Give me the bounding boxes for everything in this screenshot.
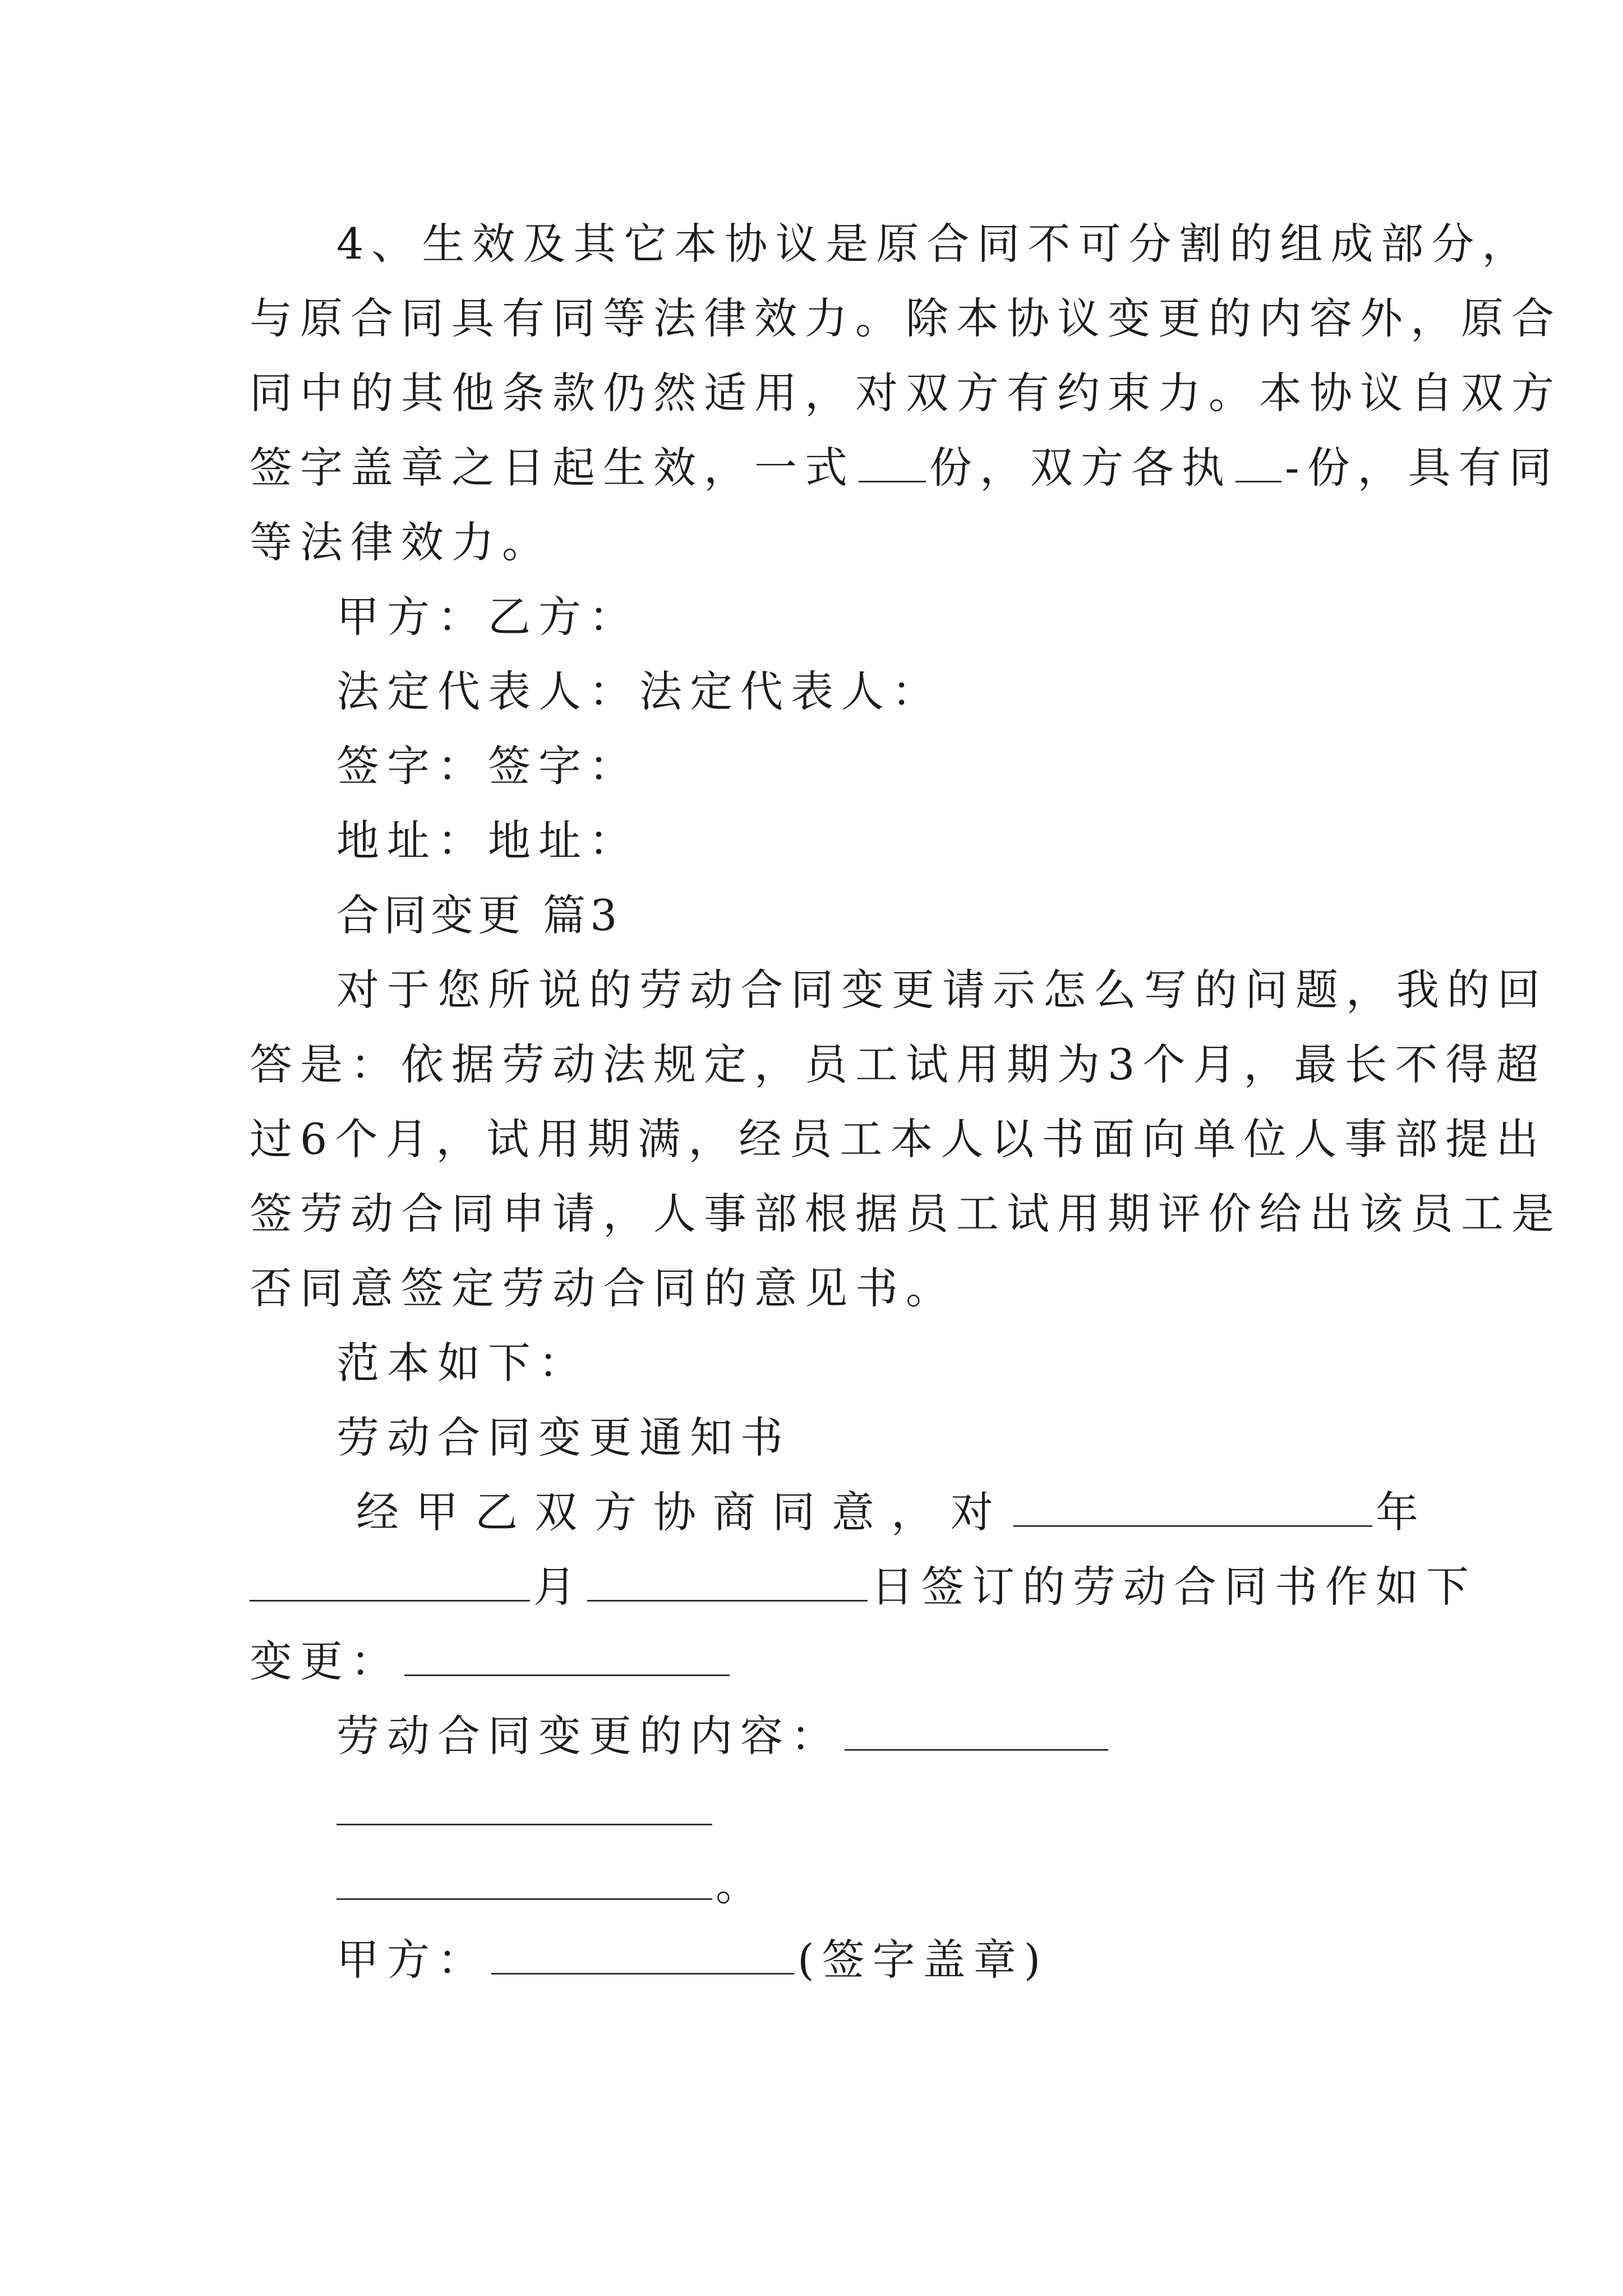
- party-line: 甲方：乙方：: [336, 592, 639, 642]
- change-blank: [404, 1635, 730, 1676]
- clause4-line-1: 4、生效及其它本协议是原合同不可分割的组成部分，: [336, 219, 1533, 269]
- month-label: 月: [533, 1562, 584, 1612]
- content-blank-line-2: [336, 1783, 716, 1839]
- section-heading: 合同变更 篇3: [336, 890, 622, 940]
- content-line: [336, 1708, 1112, 1764]
- month-blank: [250, 1561, 530, 1602]
- clause4-line-4-part-2: 份，双方各执: [929, 443, 1232, 493]
- clause4-line-5: 等法律效力。: [250, 517, 552, 567]
- notice-line-3: [250, 1634, 733, 1690]
- sample-intro: 范本如下：: [336, 1338, 589, 1388]
- address-line: 地址：地址：: [336, 816, 639, 866]
- clause4-line-3: 同中的其他条款仍然适用，对双方有约束力。本协议自双方: [250, 368, 1562, 418]
- content-blank-line-3: [336, 1857, 766, 1913]
- section3-line-1: 对于您所说的劳动合同变更请示怎么写的问题，我的回: [336, 965, 1548, 1015]
- notice-line-2-text: 日签订的劳动合同书作如下: [871, 1562, 1477, 1612]
- section3-line-3: 过6个月，试用期满，经员工本人以书面向单位人事部提出: [250, 1114, 1547, 1164]
- content-label: 劳动合同变更的内容：: [336, 1711, 841, 1761]
- clause4-line-4-part-3: -份，具有同: [1285, 443, 1560, 493]
- content-blank-1: [845, 1710, 1108, 1751]
- year-blank: [1013, 1486, 1372, 1527]
- clause4-line-4: [250, 440, 1560, 496]
- section3-line-2: 答是：依据劳动法规定，员工试用期为3个月，最长不得超: [250, 1039, 1547, 1089]
- notice-line-2: [250, 1559, 1477, 1615]
- year-label: 年: [1376, 1487, 1426, 1537]
- clause4-line-4-part-1: 签字盖章之日起生效，一式: [250, 443, 855, 493]
- notice-title: 劳动合同变更通知书: [336, 1412, 791, 1462]
- copies-each-blank: [1235, 441, 1281, 482]
- section3-line-5: 否同意签定劳动合同的意见书。: [250, 1263, 956, 1313]
- signature-line: 签字：签字：: [336, 741, 639, 791]
- end-mark: 。: [716, 1860, 766, 1910]
- party-a-label: 甲方：: [336, 1935, 488, 1985]
- content-blank-3: [336, 1859, 712, 1900]
- party-a-blank: [491, 1934, 794, 1975]
- section3-line-4: 签劳动合同申请，人事部根据员工试用期评价给出该员工是: [250, 1189, 1562, 1239]
- seal-label: (签字盖章): [797, 1935, 1049, 1985]
- party-a-seal-line: [336, 1932, 1048, 1988]
- clause4-line-2: 与原合同具有同等法律效力。除本协议变更的内容外，原合: [250, 293, 1562, 343]
- notice-line-1: [356, 1484, 1426, 1540]
- content-blank-2: [336, 1784, 712, 1825]
- legal-rep-line: 法定代表人：法定代表人：: [336, 666, 942, 716]
- copies-blank: [859, 441, 926, 482]
- notice-line-1-text: 经甲乙双方协商同意，对: [356, 1487, 1010, 1537]
- day-blank: [587, 1561, 868, 1602]
- change-label: 变更：: [250, 1636, 401, 1686]
